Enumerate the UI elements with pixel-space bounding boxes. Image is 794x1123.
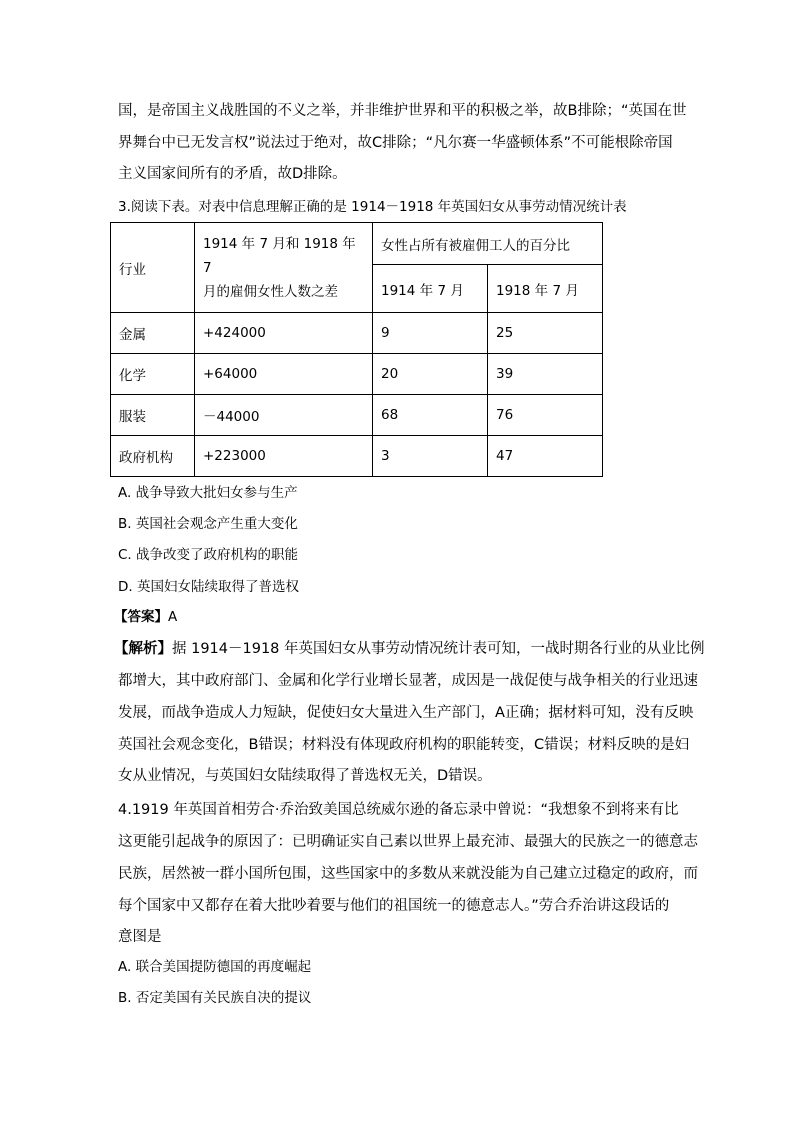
table-cell-1918: 39	[488, 354, 603, 395]
table-header-diff-line1: 1914 年 7 月和 1918 年 7	[203, 235, 356, 276]
analysis-text: 据 1914－1918 年英国妇女从事劳动情况统计表可知，一战时期各行业的从业比例	[172, 641, 705, 657]
option-b: B. 英国社会观念产生重大变化	[118, 516, 298, 532]
analysis-line: 女从业情况，与英国妇女陆续取得了普选权无关，D错误。	[118, 768, 492, 784]
question-4-stem: 这更能引起战争的原因了：已明确证实自己素以世界上最充沛、最强大的民族之一的德意志	[118, 834, 698, 850]
analysis-line: 都增大，其中政府部门、金属和化学行业增长显著，成因是一战促使与战争相关的行业迅速	[118, 673, 698, 689]
option-c: C. 战争改变了政府机构的职能	[118, 547, 299, 563]
answer-value: A	[168, 609, 178, 625]
question-4-stem: 意图是	[118, 929, 162, 945]
table-cell-industry: 化学	[111, 354, 195, 395]
option-d: D. 英国妇女陆续取得了普选权	[118, 579, 299, 595]
table-header-percent: 女性占所有被雇佣工人的百分比	[373, 223, 603, 265]
table-row	[111, 313, 603, 354]
table-cell-industry: 服装	[111, 395, 195, 436]
table-cell-diff: +424000	[195, 313, 373, 354]
table-header-1914: 1914 年 7 月	[373, 265, 488, 313]
option-a: A. 联合美国提防德国的再度崛起	[118, 959, 312, 975]
answer-label: 【答案】	[114, 609, 168, 625]
table-cell-1914: 20	[373, 354, 488, 395]
answer-line	[114, 607, 177, 627]
table-header-industry: 行业	[111, 223, 195, 313]
paragraph-line: 国，是帝国主义战胜国的不义之举，并非维护世界和平的积极之举，故B排除；“英国在世	[118, 103, 687, 119]
question-4-stem: 每个国家中又都存在着大批吵着要与他们的祖国统一的德意志人。”劳合乔治讲这段话的	[118, 898, 670, 914]
analysis-line: 英国社会观念变化，B错误；材料没有体现政府机构的职能转变，C错误；材料反映的是妇	[118, 737, 690, 753]
table-cell-diff: +64000	[195, 354, 373, 395]
table-row	[111, 395, 603, 436]
analysis-line: 发展，而战争造成人力短缺，促使妇女大量进入生产部门，A正确；据材料可知，没有反映	[118, 705, 694, 721]
table-cell-1914: 9	[373, 313, 488, 354]
statistics-table	[110, 222, 603, 477]
analysis-line	[114, 639, 705, 659]
table-cell-1918: 47	[488, 436, 603, 477]
table-header-1918: 1918 年 7 月	[488, 265, 603, 313]
paragraph-line: 主义国家间所有的矛盾，故D排除。	[118, 166, 347, 182]
question-4-stem: 4.1919 年英国首相劳合·乔治致美国总统威尔逊的备忘录中曾说：“我想象不到将来有比	[118, 802, 679, 818]
question-3-stem: 3.阅读下表。对表中信息理解正确的是 1914－1918 年英国妇女从事劳动情况统计表	[118, 199, 627, 215]
table-cell-1918: 25	[488, 313, 603, 354]
table-header-diff-line2: 月的雇佣女性人数之差	[203, 283, 338, 300]
question-4-stem: 民族，居然被一群小国所包围，这些国家中的多数从来就没能为自己建立过稳定的政府，而	[118, 866, 698, 882]
table-cell-diff: －44000	[195, 395, 373, 436]
table-cell-diff: +223000	[195, 436, 373, 477]
option-b: B. 否定美国有关民族自决的提议	[118, 990, 312, 1006]
paragraph-line: 界舞台中已无发言权”说法过于绝对，故C排除；“凡尔赛一华盛顿体系”不可能根除帝国	[118, 135, 673, 151]
table-cell-1918: 76	[488, 395, 603, 436]
table-row	[111, 436, 603, 477]
table-row	[111, 354, 603, 395]
analysis-label: 【解析】	[114, 641, 172, 657]
table-cell-industry: 金属	[111, 313, 195, 354]
table-header-diff	[195, 223, 373, 313]
option-a: A. 战争导致大批妇女参与生产	[118, 485, 298, 501]
table-cell-1914: 3	[373, 436, 488, 477]
table-cell-1914: 68	[373, 395, 488, 436]
table-cell-industry: 政府机构	[111, 436, 195, 477]
